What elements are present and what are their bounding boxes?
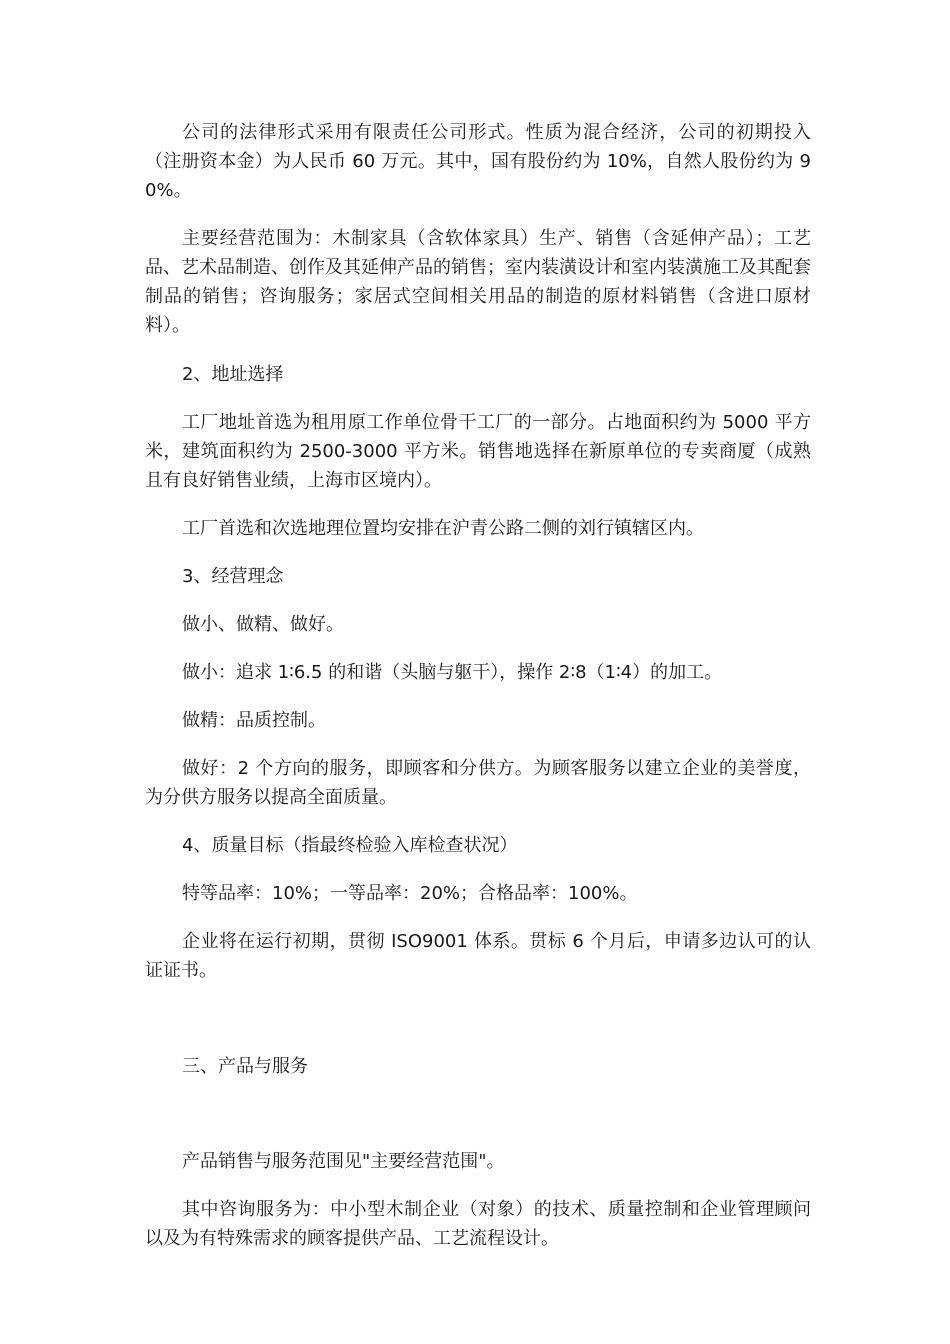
paragraph-location: 工厂首选和次选地理位置均安排在沪青公路二侧的刘行镇辖区内。 xyxy=(182,518,704,539)
paragraph-legal-form: 公司的法律形式采用有限责任公司形式。性质为混合经济，公司的初期投入（注册资本金）为人民币 60 万元。其中，国有股份约为 10%，自然人股份约为 90%。 xyxy=(145,122,811,201)
paragraph-consulting: 其中咨询服务为：中小型木制企业（对象）的技术、质量控制和企业管理顾问以及为有特殊需求的顾客提供产品、工艺流程设计。 xyxy=(145,1199,811,1249)
paragraph-do-small: 做小：追求 1∶6.5 的和谐（头脑与躯干），操作 2∶8（1∶4）的加工。 xyxy=(182,662,723,683)
paragraph-motto: 做小、做精、做好。 xyxy=(182,614,344,635)
paragraph-sales-scope: 产品销售与服务范围见"主要经营范围"。 xyxy=(182,1151,505,1172)
paragraph-do-fine: 做精：品质控制。 xyxy=(182,710,326,731)
paragraph-factory-site: 工厂地址首选为租用原工作单位骨干工厂的一部分。占地面积约为 5000 平方米，建筑面积约为 2500-3000 平方米。销售地选择在新原单位的专卖商厦（成熟且有良好销售业绩，上海市区境内）。 xyxy=(145,412,811,491)
heading-business-philosophy: 3、经营理念 xyxy=(182,566,284,587)
paragraph-iso9001: 企业将在运行初期，贯彻 ISO9001 体系。贯标 6 个月后，申请多边认可的认证证书。 xyxy=(145,931,811,981)
heading-products-services: 三、产品与服务 xyxy=(182,1056,308,1077)
heading-quality-target: 4、质量目标（指最终检验入库检查状况） xyxy=(182,835,518,856)
paragraph-do-well: 做好：2 个方向的服务，即顾客和分供方。为顾客服务以建立企业的美誉度，为分供方服务以提高全面质量。 xyxy=(145,758,811,808)
heading-site-selection: 2、地址选择 xyxy=(182,364,284,385)
paragraph-business-scope: 主要经营范围为：木制家具（含软体家具）生产、销售（含延伸产品）；工艺品、艺术品制造、创作及其延伸产品的销售；室内装潢设计和室内装潢施工及其配套制品的销售；咨询服务；家居式空间相关用品的制造的原材料销售（含进口原材料）。 xyxy=(145,228,811,336)
document-body xyxy=(145,118,811,1253)
paragraph-quality-rates: 特等品率：10%；一等品率：20%；合格品率：100%。 xyxy=(182,883,638,904)
